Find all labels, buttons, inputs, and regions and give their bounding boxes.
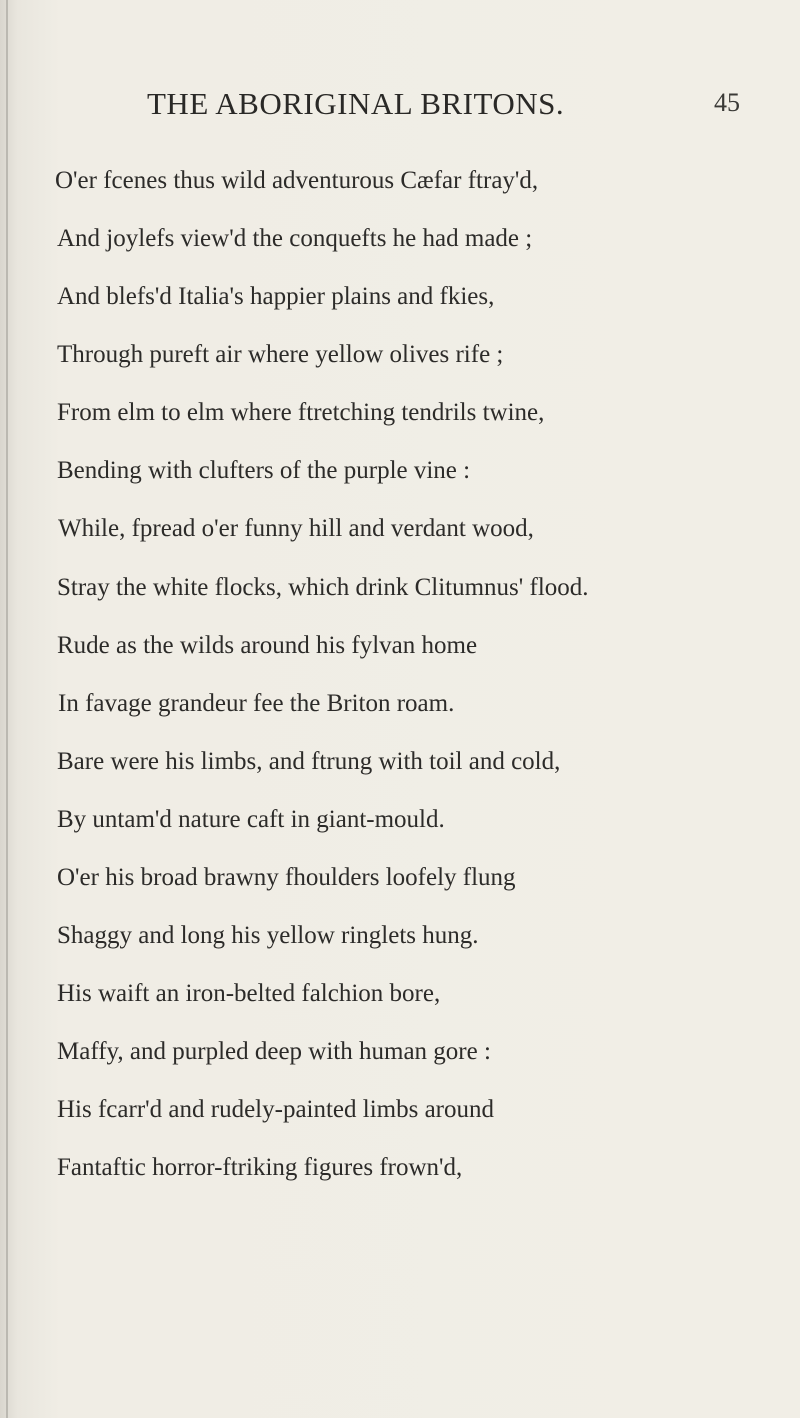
poem-line: O'er his broad brawny fhoulders loofely flung [57,864,516,891]
poem-line: In favage grandeur fee the Briton roam. [58,690,455,717]
poem-line: Fantaftic horror-ftriking figures frown'd, [57,1154,463,1181]
binding-gutter [6,0,8,1418]
page-header [0,86,800,126]
running-title: THE ABORIGINAL BRITONS. [147,86,565,121]
page-number: 45 [714,88,740,117]
poem-line: Rude as the wilds around his fylvan home [57,632,478,659]
poem-line: Stray the white flocks, which drink Clitumnus' flood. [57,574,589,601]
poem-line: And blefs'd Italia's happier plains and fkies, [57,283,495,310]
poem-line: And joylefs view'd the conquefts he had made ; [57,225,533,252]
poem-line: From elm to elm where ftretching tendrils twine, [57,399,545,426]
poem-line: While, fpread o'er funny hill and verdant wood, [58,515,534,542]
poem-line: His fcarr'd and rudely-painted limbs around [57,1096,495,1123]
poem-line: O'er fcenes thus wild adventurous Cæfar ftray'd, [55,167,539,194]
poem-line: Bare were his limbs, and ftrung with toil and cold, [57,748,561,775]
poem-line: Shaggy and long his yellow ringlets hung. [57,922,479,949]
poem-line: By untam'd nature caft in giant-mould. [57,806,445,833]
poem-line: Maffy, and purpled deep with human gore : [57,1038,491,1065]
poem-line: Through pureft air where yellow olives rife ; [57,341,504,368]
poem-line: Bending with clufters of the purple vine : [57,457,471,484]
poem-line: His waift an iron-belted falchion bore, [57,980,441,1007]
